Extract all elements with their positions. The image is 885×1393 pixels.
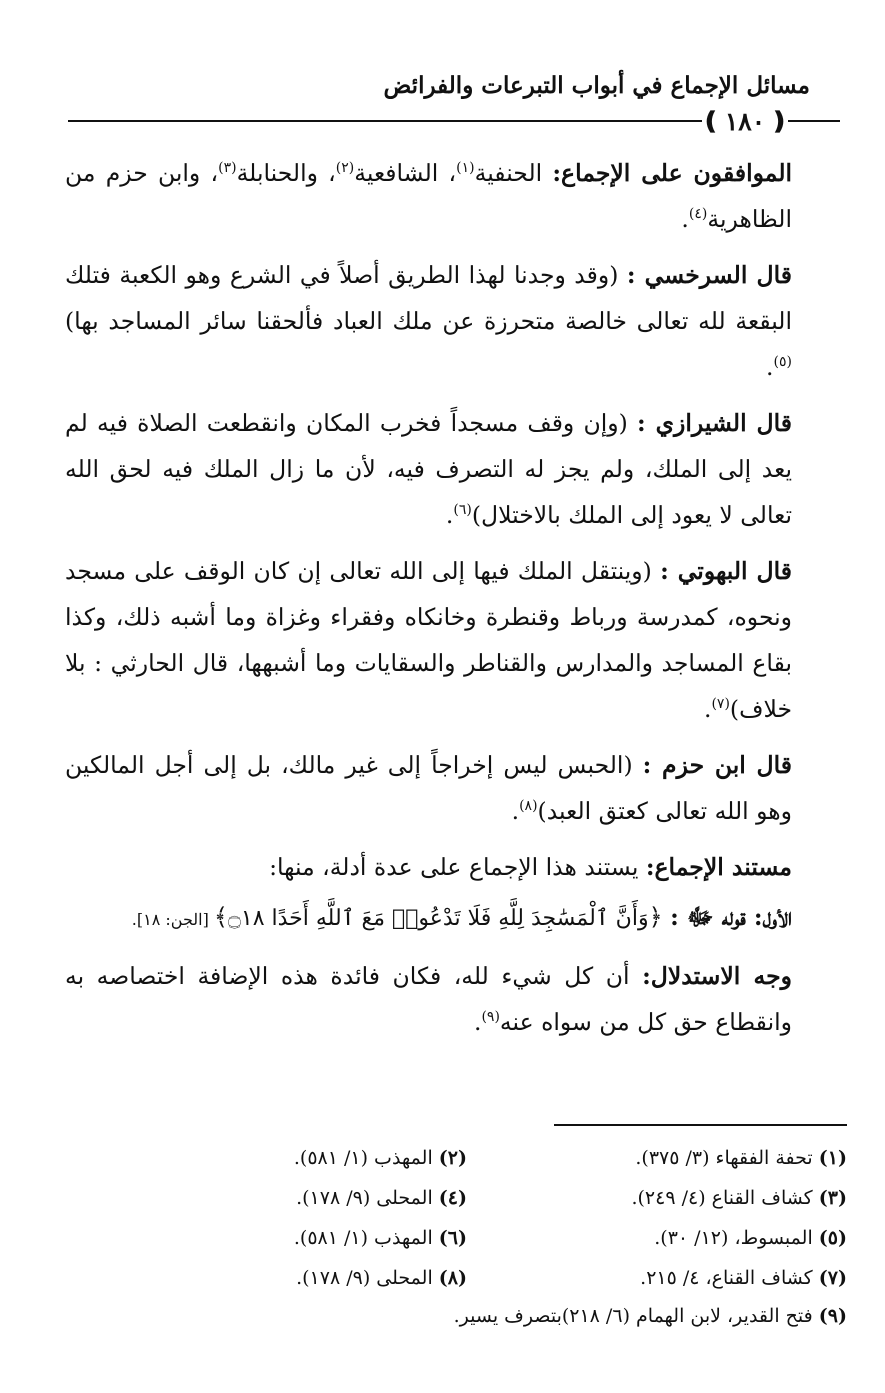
paragraph-text: ، الشافعية <box>354 159 457 187</box>
footnote-text: المحلى (٩/ ١٧٨). <box>296 1187 433 1209</box>
paragraph-text: . <box>473 1008 482 1036</box>
footnote-item <box>67 1298 847 1334</box>
paragraph-text: الحنفية <box>474 159 553 187</box>
footnote-text: المهذب (١/ ٥٨١). <box>293 1147 433 1169</box>
footnote-number: (٢) <box>438 1147 467 1169</box>
paragraph-text: يستند هذا الإجماع على عدة أدلة، منها: <box>269 853 646 881</box>
footnote-grid <box>67 1140 847 1296</box>
paragraph-lead: الأول: قوله ﷻ : <box>670 903 792 931</box>
paragraph-inference <box>65 953 840 1045</box>
footnote-item <box>467 1140 847 1176</box>
paragraph-sarakhsi <box>65 252 840 390</box>
footnote-item <box>467 1180 847 1216</box>
paragraph-text: (الحبس ليس إخراجاً إلى غير مالك، بل إلى أجل المالكين وهو الله تعالى كعتق العبد) <box>65 751 792 825</box>
paragraph-lead: وجه الاستدلال: <box>642 962 792 990</box>
footnote-ref: (٩) <box>481 1009 500 1026</box>
quran-close-bracket: ﴾ <box>213 903 228 931</box>
ornament-bracket-right: ❪ <box>769 106 790 135</box>
paragraph-text: ، وابن حزم من الظاهرية <box>65 159 792 233</box>
paragraph-lead: الموافقون على الإجماع: <box>552 159 793 187</box>
main-text <box>65 150 840 1055</box>
footnote-ref: (١) <box>456 160 475 177</box>
quran-open-bracket: ﴿ <box>648 903 663 931</box>
paragraph-shirazi <box>65 400 840 538</box>
paragraph-text: (وإن وقف مسجداً فخرب المكان وانقطعت الصلاة فيه لم يعد إلى الملك، ولم يجز له التصرف فيه، لأن ما زال الملك فيه لحق الله تعالى لا يعود إلى الملك بالاختلال) <box>65 409 792 529</box>
paragraph-text: . <box>445 501 454 529</box>
footnote-text: كشاف القناع (٤/ ٢٤٩). <box>631 1187 813 1209</box>
footnote-ref: (٣) <box>218 160 237 177</box>
paragraph-agreeing-scholars <box>65 150 840 242</box>
footnote-number: (١) <box>818 1147 847 1169</box>
footnote-ref: (٥) <box>773 354 792 371</box>
footnote-item <box>67 1220 467 1256</box>
footnote-number: (٩) <box>818 1305 847 1327</box>
footnote-ref: (٢) <box>335 160 355 177</box>
footnote-text: المبسوط، (١٢/ ٣٠). <box>654 1227 813 1249</box>
paragraph-lead: قال ابن حزم : <box>642 751 792 779</box>
footnote-separator <box>554 1124 847 1126</box>
paragraph-text: . <box>703 695 712 723</box>
footnote-ref: (٦) <box>453 502 472 519</box>
footnote-text: كشاف القناع، ٤/ ٢١٥. <box>640 1267 813 1289</box>
ornament-bracket-left: ❫ <box>700 106 721 135</box>
page-number: ١٨٠ <box>724 106 766 136</box>
footnote-ref: (٤) <box>688 206 708 223</box>
paragraph-buhuti <box>65 548 840 732</box>
footnote-item <box>467 1260 847 1296</box>
paragraph-text: . <box>511 797 520 825</box>
paragraph-lead: قال البهوتي : <box>660 557 792 585</box>
running-title: مسائل الإجماع في أبواب التبرعات والفرائض <box>383 72 810 99</box>
footnote-text: تحفة الفقهاء (٣/ ٣٧٥). <box>635 1147 813 1169</box>
footnote-number: (٤) <box>438 1187 467 1209</box>
paragraph-basis <box>65 844 840 890</box>
paragraph-text: (وينتقل الملك فيها إلى الله تعالى إن كان الوقف على مسجد ونحوه، كمدرسة ورباط وقنطرة وخانكاه وفقراء وغزاة وما أشبه ذلك، وكذا بقاع المساجد والمدارس والقناطر والسقايات وما أشبهها، قال الحارثي : بلا خلاف) <box>65 557 792 723</box>
footnote-text: المهذب (١/ ٥٨١). <box>293 1227 433 1249</box>
footnote-text: فتح القدير، لابن الهمام (٦/ ٢١٨)بتصرف يسير. <box>453 1305 813 1327</box>
paragraph-lead: قال السرخسي : <box>626 261 792 289</box>
paragraph-text: أن كل شيء لله، فكان فائدة هذه الإضافة اختصاصه به وانقطاع حق كل من سواه عنه <box>65 962 792 1036</box>
footnotes <box>67 1140 847 1334</box>
paragraph-text: (وقد وجدنا لهذا الطريق أصلاً في الشرع وهو الكعبة فتلك البقعة لله تعالى خالصة متحرزة عن ملك العباد فألحقنا سائر المساجد بها) <box>65 261 792 335</box>
footnote-text: المحلى (٩/ ١٧٨). <box>296 1267 433 1289</box>
paragraph-text: . <box>766 353 774 381</box>
footnote-number: (٧) <box>818 1267 847 1289</box>
paragraph-text: . <box>681 205 689 233</box>
footnote-number: (٣) <box>818 1187 847 1209</box>
footnote-number: (٨) <box>438 1267 467 1289</box>
footnote-item <box>467 1220 847 1256</box>
paragraph-lead: مستند الإجماع: <box>645 853 792 881</box>
paragraph-ibn-hazm <box>65 742 840 834</box>
footnote-number: (٥) <box>818 1227 847 1249</box>
footnote-number: (٦) <box>438 1227 467 1249</box>
footnote-item <box>67 1180 467 1216</box>
footnote-ref: (٧) <box>711 696 730 713</box>
footnote-ref: (٨) <box>519 798 538 815</box>
footnote-item <box>67 1140 467 1176</box>
paragraph-text: ، والحنابلة <box>236 159 336 187</box>
quran-verse: وَأَنَّ ٱلْمَسَٰجِدَ لِلَّهِ فَلَا تَدْعُوا۟ مَعَ ٱللَّهِ أَحَدًا ۝١٨ <box>227 906 649 931</box>
paragraph-first-evidence <box>65 894 840 943</box>
quran-reference: [الجن: ١٨]. <box>131 910 214 929</box>
footnote-item <box>67 1260 467 1296</box>
page-number-frame <box>702 102 788 140</box>
paragraph-lead: قال الشيرازي : <box>637 409 792 437</box>
